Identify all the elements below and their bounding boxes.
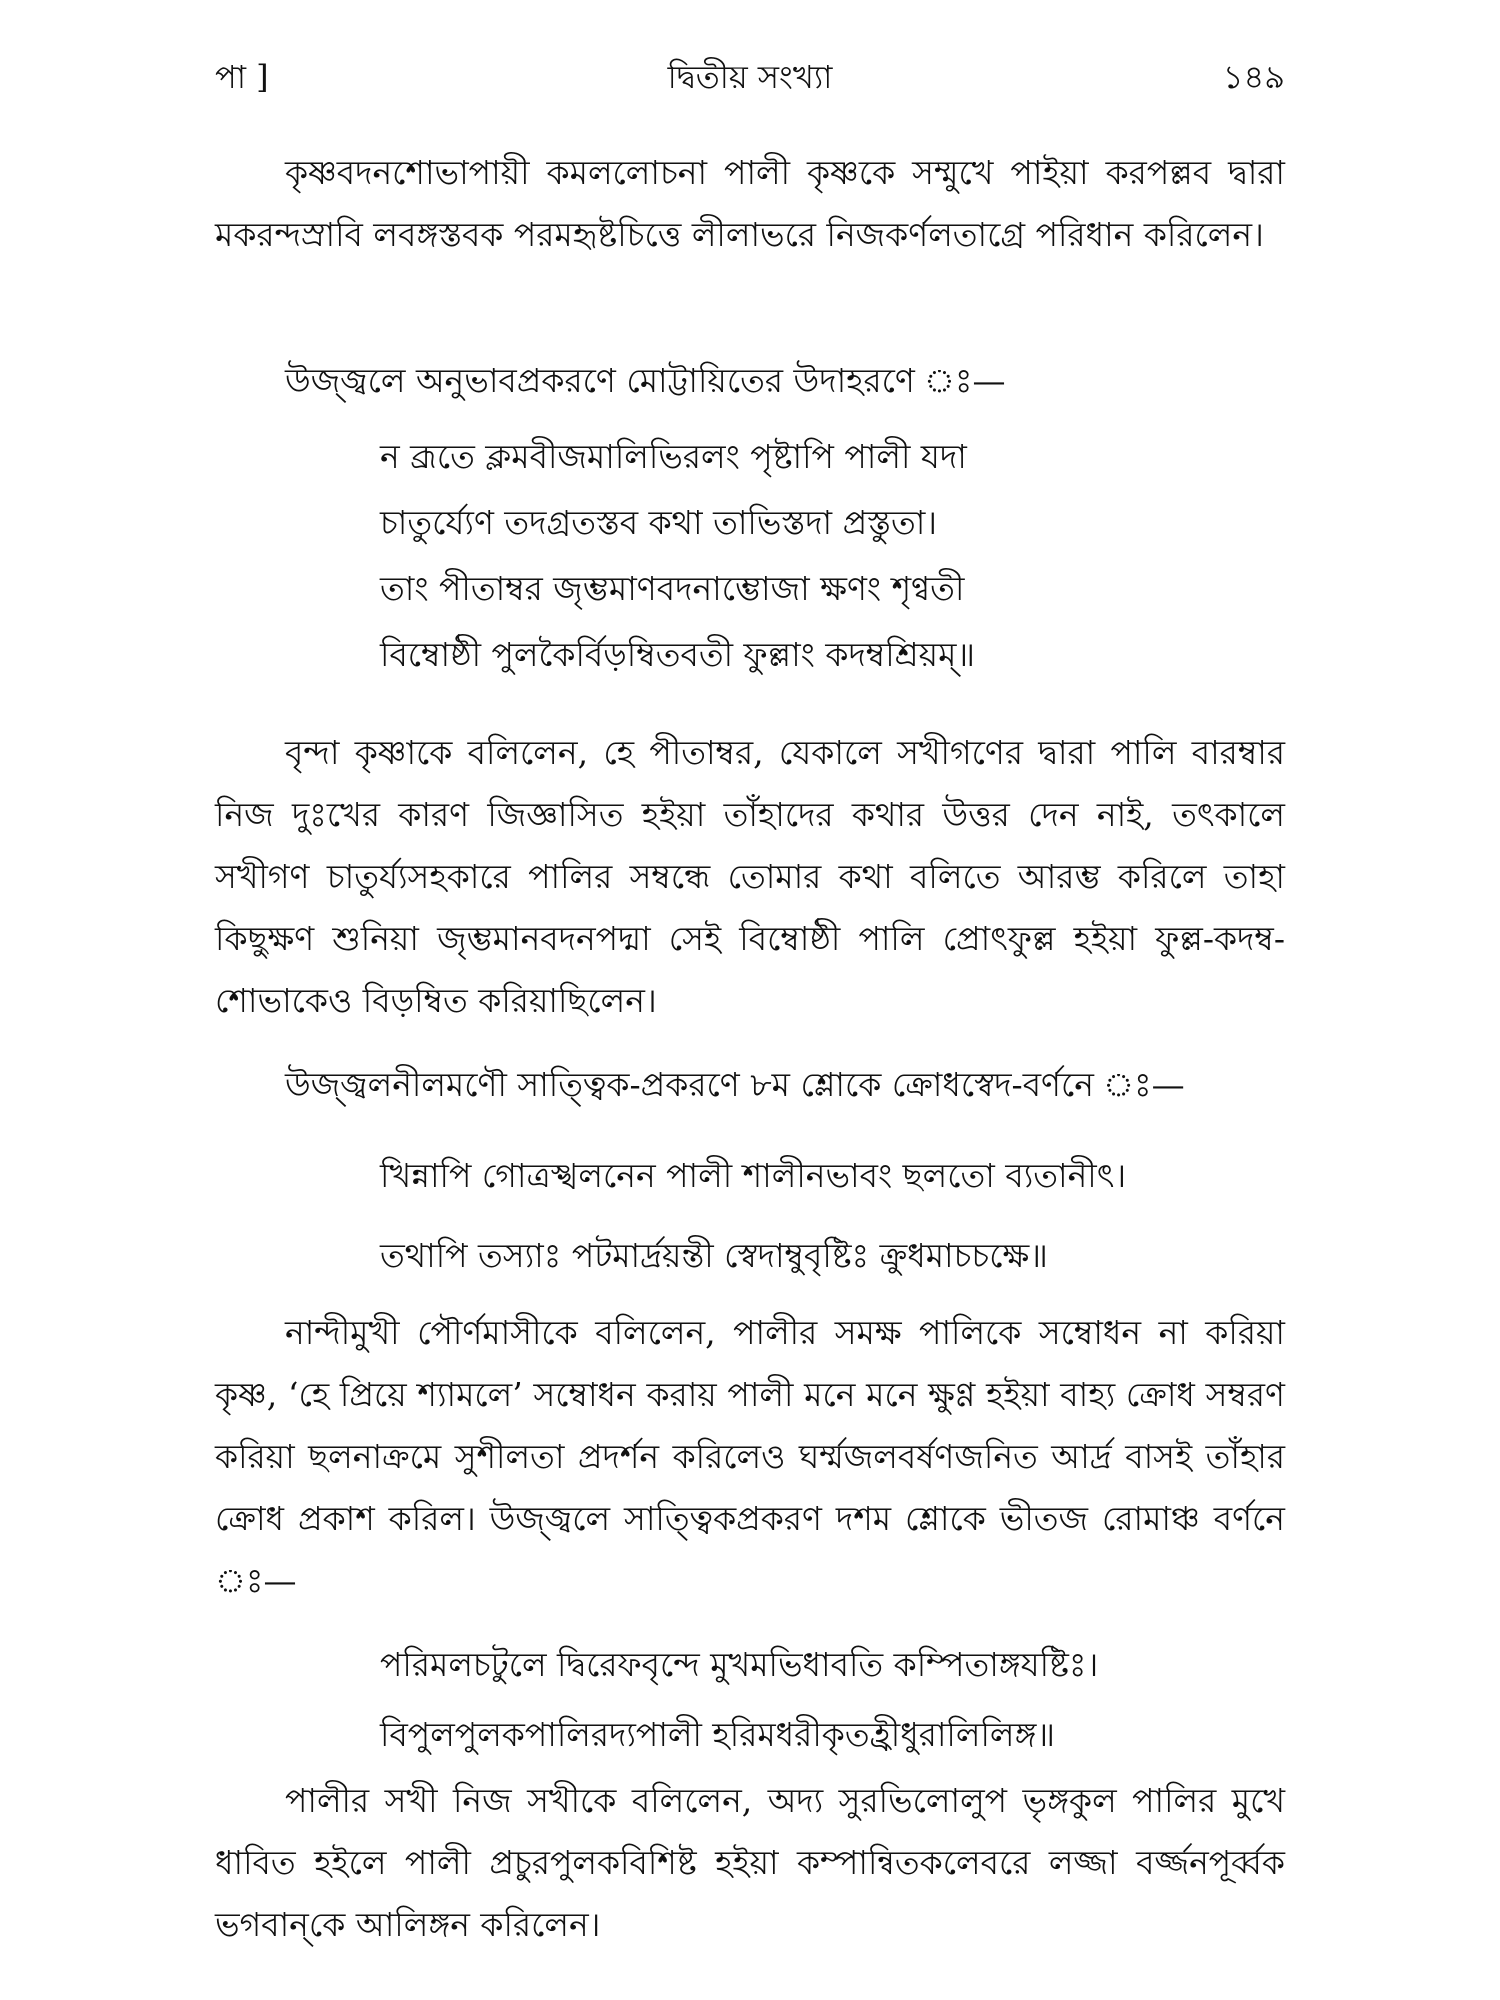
paragraph-2: বৃন্দা কৃষ্ণাকে বলিলেন, হে পীতাম্বর, যেকালে সখীগণের দ্বারা পালি বারম্বার নিজ দুঃখের কারণ জিজ্ঞাসিত হইয়া তাঁহাদের কথার উত্তর দেন নাই, তৎকালে সখীগণ চাতুর্য্যসহকারে পালির সম্বন্ধে তোমার কথা বলিতে আরম্ভ করিলে তাহা কিছুক্ষণ শুনিয়া জৃম্ভমানবদনপদ্মা সেই বিম্বোষ্ঠী পালি প্রোৎফুল্ল হইয়া ফুল্ল-কদম্ব-শোভাকেও বিড়ম্বিত করিয়াছিলেন। (215, 733, 1285, 1020)
header-left-marker: পা ] (215, 58, 269, 96)
verse-intro-2: উজ্জ্বলনীলমণৌ সাত্ত্বিক-প্রকরণে ৮ম শ্লোকে ক্রোধস্বেদ-বর্ণনে ঃ— (285, 1065, 1185, 1104)
paragraph-3: নান্দীমুখী পৌর্ণমাসীকে বলিলেন, পালীর সমক্ষ পালিকে সম্বোধন না করিয়া কৃষ্ণ, ‘হে প্রিয়ে শ্যামলে’ সম্বোধন করায় পালী মনে মনে ক্ষুণ্ণ হইয়া বাহ্য ক্রোধ সম্বরণ করিয়া ছলনাক্রমে সুশীলতা প্রদর্শন করিলেও ঘর্ম্মজলবর্ষণজনিত আর্দ্র বাসই তাঁহার ক্রোধ প্রকাশ করিল। উজ্জ্বলে সাত্ত্বিকপ্রকরণ দশম শ্লোকে ভীতজ রোমাঞ্চ বর্ণনে ঃ— (215, 1313, 1285, 1600)
verse-line: ন ব্রূতে ক্লমবীজমালিভিরলং পৃষ্টাপি পালী যদা (380, 437, 967, 476)
running-title: দ্বিতীয় সংখ্যা (667, 58, 833, 96)
paragraph-1: কৃষ্ণবদনশোভাপায়ী কমললোচনা পালী কৃষ্ণকে সম্মুখে পাইয়া করপল্লব দ্বারা মকরন্দস্রাবি লবঙ্গস্তবক পরমহৃষ্টচিত্তে লীলাভরে নিজকর্ণলতাগ্রে পরিধান করিলেন। (215, 153, 1285, 254)
verse-line: চাতুর্য্যেণ তদগ্রতস্তব কথা তাভিস্তদা প্রস্তুতা। (380, 503, 938, 542)
verse-block-3 (380, 1630, 1285, 1770)
verse-line: তথাপি তস্যাঃ পটমার্দ্রয়ন্তী স্বেদাম্বুবৃষ্টিঃ ক্রুধমাচচক্ষে॥ (380, 1236, 1048, 1275)
verse-block-1 (380, 424, 1285, 688)
verse-line: তাং পীতাম্বর জৃম্ভমাণবদনাম্ভোজা ক্ষণং শৃণ্বতী (380, 569, 965, 608)
verse-block-2 (380, 1136, 1285, 1296)
page-number: ১৪৯ (1222, 58, 1285, 96)
paragraph-4: পালীর সখী নিজ সখীকে বলিলেন, অদ্য সুরভিলোলুপ ভৃঙ্গকুল পালির মুখে ধাবিত হইলে পালী প্রচুরপুলকবিশিষ্ট হইয়া কম্পান্বিতকলেবরে লজ্জা বর্জ্জনপূর্ব্বক ভগবান্‌কে আলিঙ্গন করিলেন। (215, 1781, 1285, 1944)
verse-intro-1: উজ্জ্বলে অনুভাবপ্রকরণে মোট্টায়িতের উদাহরণে ঃ— (285, 361, 1006, 400)
verse-line: বিপুলপুলকপালিরদ্যপালী হরিমধরীকৃতহ্রীধুরালিলিঙ্গ॥ (380, 1715, 1056, 1754)
page-header (215, 52, 1285, 102)
verse-line: খিন্নাপি গোত্রস্খলনেন পালী শালীনভাবং ছলতো ব্যতানীৎ। (380, 1156, 1127, 1195)
verse-line: বিম্বোষ্ঠী পুলকৈর্বিড়ম্বিতবতী ফুল্লাং কদম্বশ্রিয়ম্‌॥ (380, 635, 976, 674)
verse-line: পরিমলচটুলে দ্বিরেফবৃন্দে মুখমভিধাবতি কম্পিতাঙ্গযষ্টিঃ। (380, 1645, 1099, 1684)
